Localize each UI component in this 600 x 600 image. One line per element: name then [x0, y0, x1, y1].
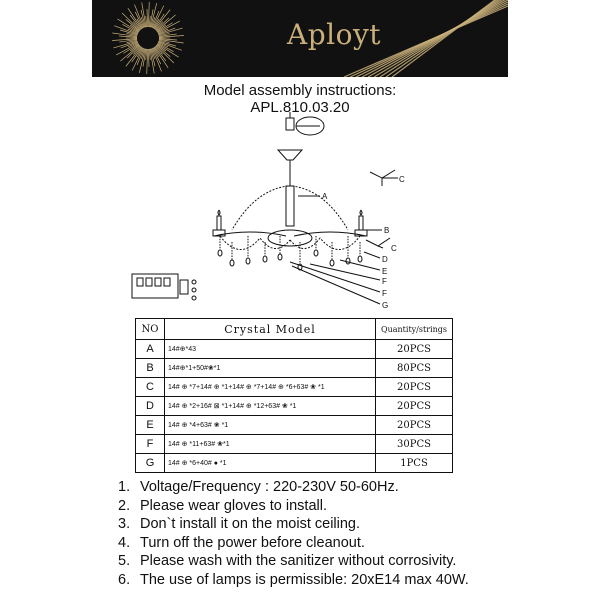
- row-qty: 1PCS: [376, 454, 453, 473]
- label-a: A: [322, 192, 328, 201]
- row-no: C: [136, 378, 165, 397]
- label-d: D: [382, 255, 388, 264]
- row-model: 14# ⊕ *2+16# ⊠ *1+14# ⊕ *12+63# ❀ *1: [165, 397, 376, 416]
- row-qty: 30PCS: [376, 435, 453, 454]
- ceiling-connector-icon: [286, 112, 324, 135]
- row-model: 14# ⊕ *11+63# ❀*1: [165, 435, 376, 454]
- label-f: F: [382, 277, 387, 286]
- table-row: [136, 359, 453, 378]
- sun-center: [139, 29, 157, 47]
- list-item: 3. Don`t install it on the moist ceiling.: [118, 516, 361, 533]
- junction-box-icon: [132, 274, 196, 300]
- crystal-table: [135, 318, 453, 473]
- row-model: 14#⊕*1+50#❀*1: [165, 359, 376, 378]
- model-number: APL.810.03.20: [250, 99, 350, 116]
- brand-logo-text: Aployt: [287, 18, 382, 51]
- row-no: F: [136, 435, 165, 454]
- row-no: D: [136, 397, 165, 416]
- instruction-notes: [118, 478, 469, 590]
- row-qty: 20PCS: [376, 378, 453, 397]
- row-no: A: [136, 340, 165, 359]
- label-e: E: [382, 267, 388, 276]
- row-model: 14# ⊕ *6+40# ● *1: [165, 454, 376, 473]
- table-row: [136, 397, 453, 416]
- label-f-2: F: [382, 289, 387, 298]
- chandelier-diagram: [120, 112, 420, 312]
- row-model: 14#⊕*43: [165, 340, 376, 359]
- row-qty: 80PCS: [376, 359, 453, 378]
- candle-right: [359, 216, 363, 230]
- list-item: 5. Please wash with the sanitizer without corrosivity.: [118, 553, 457, 570]
- header-crystal-model: Crystal Model: [165, 319, 376, 340]
- row-qty: 20PCS: [376, 416, 453, 435]
- central-stem: [286, 186, 294, 226]
- row-qty: 20PCS: [376, 397, 453, 416]
- canopy-icon: [278, 150, 302, 160]
- row-qty: 20PCS: [376, 340, 453, 359]
- row-no: G: [136, 454, 165, 473]
- table-row: [136, 378, 453, 397]
- list-item: 6. The use of lamps is permissible: 20xE14 max 40W.: [118, 571, 469, 588]
- table-row: [136, 454, 453, 473]
- list-item: 4. Turn off the power before cleanout.: [118, 534, 365, 551]
- list-item: 2. Please wear gloves to install.: [118, 497, 327, 514]
- label-c: C: [391, 244, 397, 253]
- row-model: 14# ⊕ *4+63# ❀ *1: [165, 416, 376, 435]
- page-title: Model assembly instructions:: [203, 82, 397, 99]
- label-c-top: C: [399, 175, 405, 184]
- candle-left: [217, 216, 221, 230]
- central-bowl: [268, 230, 312, 246]
- row-model: 14# ⊕ *7+14# ⊕ *1+14# ⊕ *7+14# ⊕ *6+63# ❀ *1: [165, 378, 376, 397]
- table-row: [136, 435, 453, 454]
- brand-banner: [92, 0, 508, 77]
- header-quantity: Quantity/strings: [376, 319, 453, 340]
- label-g: G: [382, 301, 389, 310]
- row-no: E: [136, 416, 165, 435]
- table-row: [136, 340, 453, 359]
- header-no: NO: [136, 319, 165, 340]
- table-header-row: [136, 319, 453, 340]
- label-b: B: [384, 226, 390, 235]
- list-item: 1. Voltage/Frequency : 220-230V 50-60Hz.: [118, 479, 399, 495]
- table-row: [136, 416, 453, 435]
- row-no: B: [136, 359, 165, 378]
